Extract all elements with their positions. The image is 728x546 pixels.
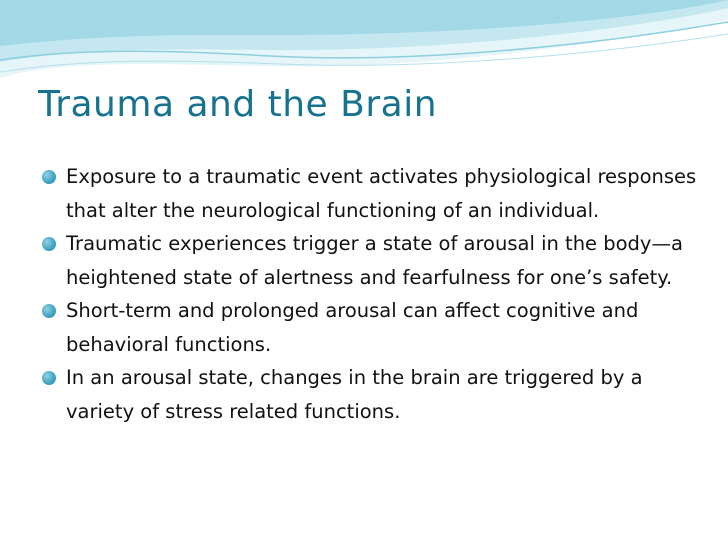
- bullet-item: [42, 294, 702, 361]
- bullet-text: Short-term and prolonged arousal can affect cognitive and behavioral functions.: [66, 299, 639, 356]
- bullet-dot-icon: [42, 237, 56, 251]
- bullet-item: [42, 160, 702, 227]
- bullet-dot-icon: [42, 170, 56, 184]
- bullet-item: [42, 361, 702, 428]
- bullet-item: [42, 227, 702, 294]
- bullet-text: Exposure to a traumatic event activates physiological responses that alter the neurological functioning of an individual.: [66, 165, 697, 222]
- slide-title: Trauma and the Brain: [38, 84, 438, 125]
- bullet-list: [42, 160, 702, 428]
- bullet-dot-icon: [42, 304, 56, 318]
- bullet-dot-icon: [42, 371, 56, 385]
- header-wave-decoration: [0, 0, 728, 90]
- bullet-text: In an arousal state, changes in the brain are triggered by a variety of stress related functions.: [66, 366, 643, 423]
- bullet-text: Traumatic experiences trigger a state of arousal in the body—a heightened state of alertness and fearfulness for one’s safety.: [66, 232, 683, 289]
